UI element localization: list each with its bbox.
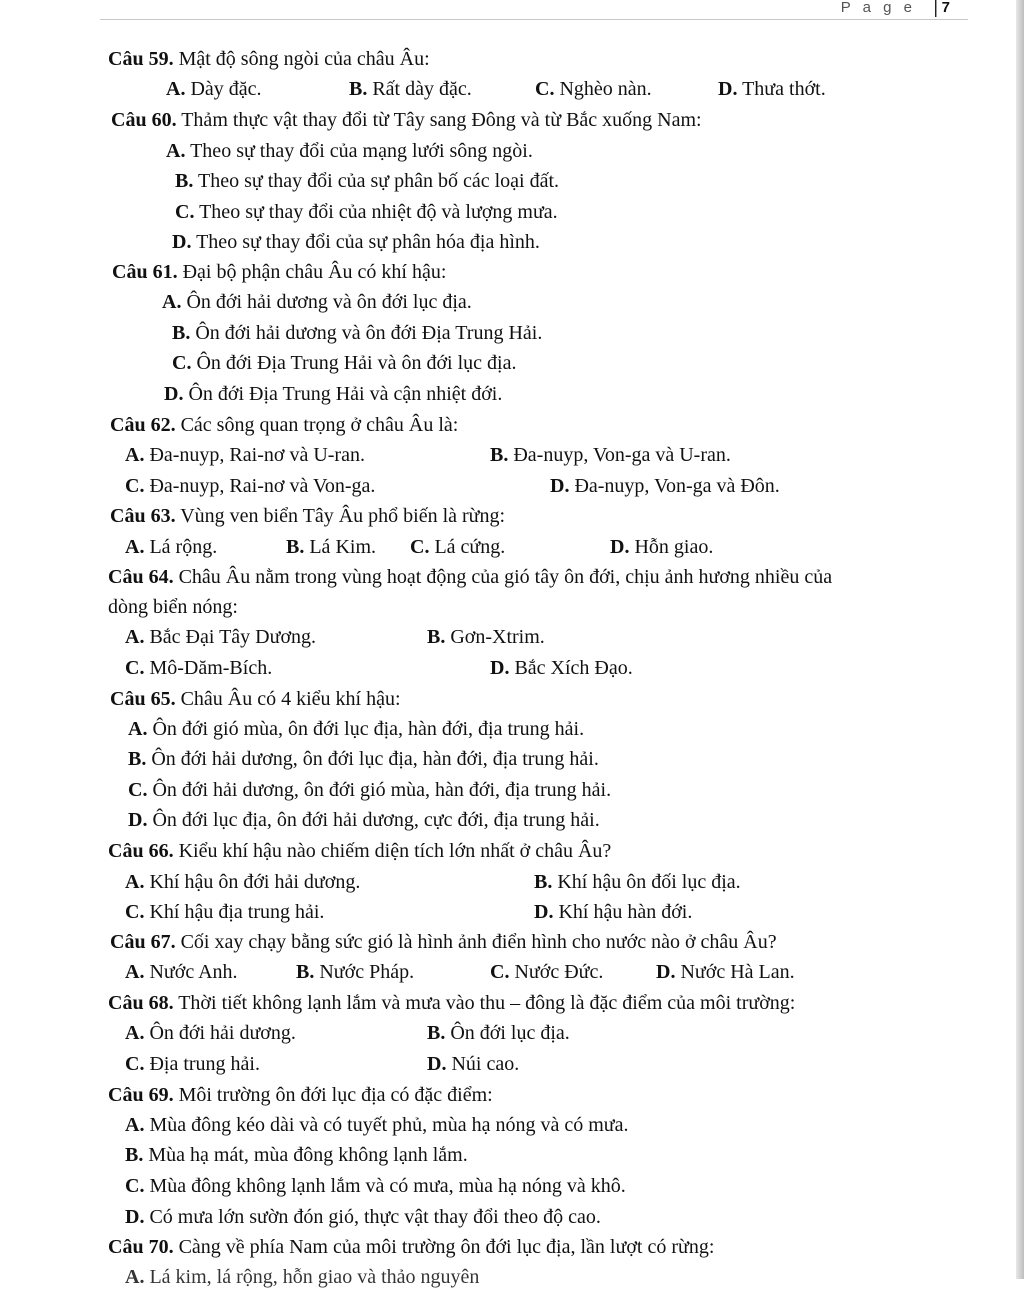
- question-text: Cối xay chạy bằng sức gió là hình ảnh điển hình cho nước nào ở châu Âu?: [180, 931, 777, 953]
- question-text: Châu Âu nằm trong vùng hoạt động của gió tây ôn đới, chịu ảnh hương nhiều của: [178, 566, 833, 588]
- option-a: A. Mùa đông kéo dài và có tuyết phủ, mùa hạ nóng và có mưa.: [125, 1114, 629, 1136]
- option-c: C. Lá cứng.: [410, 536, 506, 558]
- question-number: Câu 60.: [111, 109, 177, 131]
- option-b: B. Nước Pháp.: [296, 961, 415, 983]
- option-c: C. Mùa đông không lạnh lắm và có mưa, mùa hạ nóng và khô.: [125, 1175, 626, 1197]
- page-label: P a g e: [840, 0, 916, 16]
- question-63: [110, 503, 505, 529]
- option-a: A. Ôn đới hải dương và ôn đới lục địa.: [162, 291, 472, 313]
- question-59: [108, 46, 430, 72]
- question-64-continued: [108, 594, 238, 620]
- option-a: A. Dày đặc.: [166, 78, 262, 100]
- option-d: D. Ôn đới lục địa, ôn đới hải dương, cực đới, địa trung hải.: [128, 809, 600, 831]
- option-a: A. Lá kim, lá rộng, hỗn giao và thảo nguyên: [125, 1266, 480, 1288]
- option-a: A. Ôn đới hải dương.: [125, 1022, 296, 1044]
- question-number: Câu 64.: [108, 566, 174, 588]
- option-d: D. Khí hậu hàn đới.: [534, 901, 693, 923]
- question-text: Châu Âu có 4 kiểu khí hậu:: [180, 688, 401, 710]
- question-60: [111, 107, 702, 133]
- option-d: D. Hỗn giao.: [610, 536, 714, 558]
- question-text: Các sông quan trọng ở châu Âu là:: [180, 414, 459, 436]
- option-c: C. Ôn đới Địa Trung Hải và ôn đới lục địa.: [172, 352, 517, 374]
- option-d: D. Núi cao.: [427, 1053, 520, 1075]
- question-number: Câu 69.: [108, 1084, 174, 1106]
- page-header: [0, 0, 1024, 22]
- question-68: [108, 990, 795, 1016]
- option-b: B. Ôn đới hải dương và ôn đới Địa Trung Hải.: [172, 322, 543, 344]
- option-a: A. Ôn đới gió mùa, ôn đới lục địa, hàn đới, địa trung hải.: [128, 718, 585, 740]
- option-d: D. Theo sự thay đổi của sự phân hóa địa hình.: [172, 231, 540, 253]
- question-text: Vùng ven biển Tây Âu phổ biến là rừng:: [180, 505, 506, 527]
- header-rule: [100, 19, 968, 20]
- option-c: C. Mô-Dăm-Bích.: [125, 657, 273, 679]
- question-number: Câu 61.: [112, 261, 178, 283]
- question-64: [108, 564, 832, 590]
- question-text: Kiểu khí hậu nào chiếm diện tích lớn nhất ở châu Âu?: [178, 840, 612, 862]
- option-d: D. Bắc Xích Đạo.: [490, 657, 633, 679]
- option-c: C. Nghèo nàn.: [535, 78, 652, 100]
- page-separator: |: [933, 0, 938, 17]
- option-c: C. Đa-nuyp, Rai-nơ và Von-ga.: [125, 475, 376, 497]
- option-b: B. Ôn đới hải dương, ôn đới lục địa, hàn đới, địa trung hải.: [128, 748, 599, 770]
- question-69: [108, 1082, 493, 1108]
- question-67: [110, 929, 777, 955]
- question-number: Câu 65.: [110, 688, 176, 710]
- question-text: Càng về phía Nam của môi trường ôn đới lục địa, lần lượt có rừng:: [178, 1236, 715, 1258]
- option-d: D. Đa-nuyp, Von-ga và Đôn.: [550, 475, 780, 497]
- question-text: Mật độ sông ngòi của châu Âu:: [178, 48, 430, 70]
- option-b: B. Khí hậu ôn đối lục địa.: [534, 871, 741, 893]
- option-c: C. Địa trung hải.: [125, 1053, 260, 1075]
- option-b: B. Rất dày đặc.: [349, 78, 472, 100]
- option-a: A. Theo sự thay đổi của mạng lưới sông ngòi.: [166, 140, 533, 162]
- question-number: Câu 62.: [110, 414, 176, 436]
- option-d: D. Ôn đới Địa Trung Hải và cận nhiệt đới.: [164, 383, 503, 405]
- option-c: C. Nước Đức.: [490, 961, 604, 983]
- question-text: Đại bộ phận châu Âu có khí hậu:: [182, 261, 447, 283]
- option-b: B. Ôn đới lục địa.: [427, 1022, 570, 1044]
- option-a: A. Bắc Đại Tây Dương.: [125, 626, 317, 648]
- question-number: Câu 59.: [108, 48, 174, 70]
- question-70: [108, 1234, 714, 1260]
- option-d: D. Thưa thớt.: [718, 78, 826, 100]
- question-text: Thời tiết không lạnh lắm và mưa vào thu – đông là đặc điểm của môi trường:: [178, 992, 796, 1014]
- question-text: Môi trường ôn đới lục địa có đặc điểm:: [178, 1084, 493, 1106]
- question-number: Câu 70.: [108, 1236, 174, 1258]
- question-number: Câu 66.: [108, 840, 174, 862]
- question-62: [110, 412, 458, 438]
- option-b: B. Mùa hạ mát, mùa đông không lạnh lắm.: [125, 1144, 468, 1166]
- option-a: A. Nước Anh.: [125, 961, 238, 983]
- option-a: A. Khí hậu ôn đới hải dương.: [125, 871, 361, 893]
- question-66: [108, 838, 611, 864]
- option-a: A. Lá rộng.: [125, 536, 218, 558]
- option-b: B. Đa-nuyp, Von-ga và U-ran.: [490, 444, 731, 466]
- option-b: B. Theo sự thay đổi của sự phân bố các loại đất.: [175, 170, 559, 192]
- question-text: Thảm thực vật thay đổi từ Tây sang Đông và từ Bắc xuống Nam:: [181, 109, 702, 131]
- page-edge-shadow: [1016, 0, 1024, 1279]
- option-c: C. Ôn đới hải dương, ôn đới gió mùa, hàn đới, địa trung hải.: [128, 779, 612, 801]
- option-c: C. Theo sự thay đổi của nhiệt độ và lượng mưa.: [175, 201, 558, 223]
- question-number: Câu 68.: [108, 992, 174, 1014]
- option-c: C. Khí hậu địa trung hải.: [125, 901, 325, 923]
- question-text: dòng biển nóng:: [108, 596, 238, 618]
- question-65: [110, 686, 401, 712]
- page-number: 7: [941, 0, 950, 16]
- question-61: [112, 259, 446, 285]
- question-number: Câu 63.: [110, 505, 176, 527]
- option-d: D. Có mưa lớn sườn đón gió, thực vật thay đổi theo độ cao.: [125, 1206, 601, 1228]
- option-b: B. Gơn-Xtrim.: [427, 626, 545, 648]
- option-d: D. Nước Hà Lan.: [656, 961, 795, 983]
- option-b: B. Lá Kim.: [286, 536, 376, 558]
- question-number: Câu 67.: [110, 931, 176, 953]
- option-a: A. Đa-nuyp, Rai-nơ và U-ran.: [125, 444, 365, 466]
